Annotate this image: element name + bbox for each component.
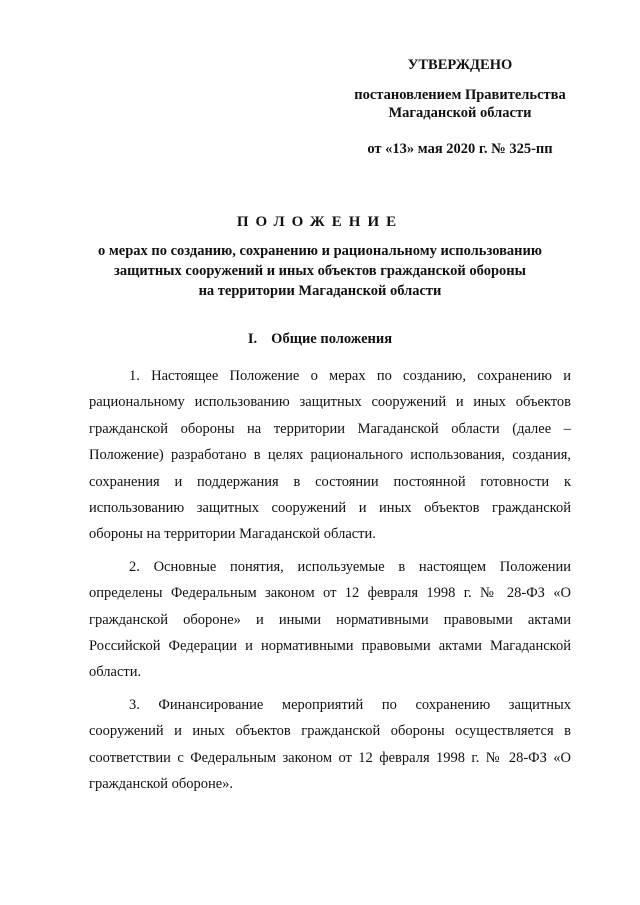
subject-line-2: защитных сооружений и иных объектов гражданской обороны [114, 263, 526, 279]
subject-line-3: на территории Магаданской области [198, 283, 442, 299]
document-type-title: ПОЛОЖЕНИЕ [236, 214, 404, 230]
paragraph-2: 2. Основные понятия, используемые в настоящем Положении определены Федеральным законом от 12 февраля 1998 г. № 28-ФЗ «О гражданской обороне» и иными нормативными правовыми актами Российской Федерации и нормативными правовыми актами Магаданской области. [89, 558, 571, 681]
approval-line-1: постановлением Правительства [354, 87, 566, 103]
section-number: I. [247, 331, 258, 347]
approval-stamp [345, 56, 575, 158]
approval-line-2: Магаданской области [388, 105, 532, 121]
section-heading [0, 331, 640, 348]
paragraph-3: 3. Финансирование мероприятий по сохранению защитных сооружений и иных объектов гражданской обороны осуществляется в соответствии с Федеральным законом от 12 февраля 1998 г. № 28-ФЗ «О гражданской обороне». [89, 696, 571, 793]
document-subject [0, 241, 640, 301]
approval-date: от «13» мая 2020 г. № 325-пп [367, 141, 553, 157]
paragraph-1: 1. Настоящее Положение о мерах по созданию, сохранению и рациональному использованию защитных сооружений и иных объектов гражданской обороны на территории Магаданской области (далее – Положение) разработано в целях рационального использования, создания, сохранения и поддержания в состоянии постоянной готовности к использованию защитных сооружений и иных объектов гражданской обороны на территории Магаданской области. [89, 368, 571, 543]
approval-heading: УТВЕРЖДЕНО [407, 57, 513, 73]
document-body [89, 363, 571, 798]
section-name: Общие положения [271, 331, 393, 347]
subject-line-1: о мерах по созданию, сохранению и рациональному использованию [98, 243, 542, 259]
